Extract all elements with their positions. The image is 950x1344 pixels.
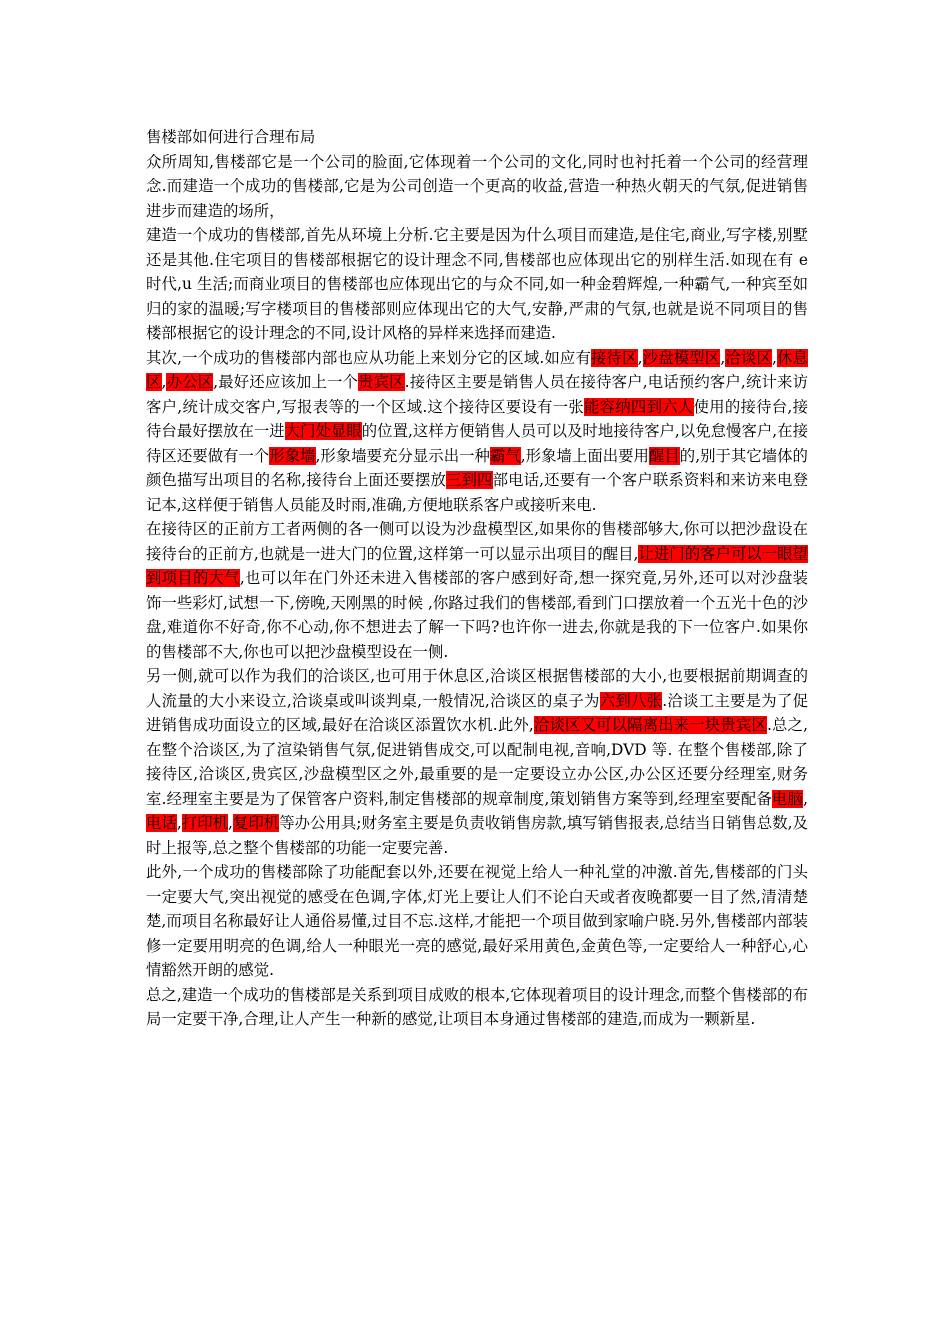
text-run: , bbox=[228, 814, 233, 832]
paragraph bbox=[146, 517, 808, 664]
paragraph bbox=[146, 346, 808, 518]
text-run: 部电话,还要有一个客户联系资料和来访来电登记本,这样便于销售人员能及时雨,准确,方便地联系客户或接听来电. bbox=[146, 471, 808, 514]
text-run: ,最好还应该加上一个 bbox=[213, 373, 359, 391]
highlighted-text: 能容纳四到六人 bbox=[583, 397, 694, 416]
paragraph bbox=[146, 150, 808, 224]
paragraph bbox=[146, 664, 808, 860]
paragraph bbox=[146, 860, 808, 983]
highlighted-text: 醒目 bbox=[648, 446, 680, 465]
paragraph bbox=[146, 223, 808, 346]
document-body bbox=[146, 125, 808, 1032]
text-run: , bbox=[720, 348, 726, 367]
text-run: 此外,一个成功的售楼部除了功能配套以外,还要在视觉上给人一种礼堂的冲激.首先,售楼部的门头一定要大气,突出视觉的感受在色调,字体,灯光上要让人们不论白天或者夜晚都要一目了然,清清楚楚,而项目名称最好让人通俗易懂,过目不忘.这样,才能把一个项目做到家喻户晓.另外,售楼部内部装修一定要用明亮的色调,给人一种眼光一亮的感觉,最好采用黄色,金黄色等,一定要给人一种舒心,心情豁然开朗的感觉. bbox=[146, 863, 808, 979]
highlighted-text: 形象墙 bbox=[269, 446, 316, 465]
text-run: .洽谈工主要是为了促进销售成功面设立的区域,最好在洽谈区添置饮水机.此外, bbox=[146, 691, 808, 734]
text-run: , bbox=[637, 348, 643, 367]
text-run: 使用的接待台,接待台最好摆放在一进 bbox=[146, 397, 808, 440]
text-run: 众所周知,售楼部它是一个公司的脸面,它体现着一个公司的文化,同时也衬托着一个公司的经营理念.而建造一个成功的售楼部,它是为公司创造一个更高的收益,营造一种热火朝天的气氛,促进销售进步而建造的场所， bbox=[146, 152, 808, 220]
text-run: 总之,建造一个成功的售楼部是关系到项目成败的根本,它体现着项目的设计理念,而整个售楼部的布局一定要干净,合理,让人产生一种新的感觉,让项目本身通过售楼部的建造,而成为一颗新星. bbox=[146, 985, 808, 1028]
highlighted-text: 六到八张 bbox=[599, 691, 663, 710]
text-run: 的位置,这样方便销售人员可以及时地接待客户,以免怠慢客户,在接待区还要做有一个 bbox=[146, 422, 808, 465]
highlighted-text: 接待区 bbox=[591, 348, 638, 367]
text-run: ,形象墙要充分显示出一种 bbox=[315, 446, 490, 465]
text-run: ,也可以年在门外还未进入售楼部的客户感到好奇,想一探究竟,另外,还可以对沙盘装饰一些彩灯,试想一下,傍晚,天刚黑的时候 ,你路过我们的售楼部,看到门口摆放着一个五光十色的沙盘,难道你不好奇,你不心动,你不想进去了解一下吗?也许你一进去,你就是我的下一位客户.如果你的售楼部不大,你也可以把沙盘模型设在一侧. bbox=[146, 569, 808, 661]
text-run: .接待区主要是销售人员在接待客户,电话预约客户,统计来访客户,统计成交客户,写报表等的一个区域.这个接待区要设有一张 bbox=[146, 373, 808, 416]
paragraph bbox=[146, 983, 808, 1032]
highlighted-text: 电脑 bbox=[772, 789, 804, 808]
highlighted-text: 大门处显眼 bbox=[284, 422, 362, 440]
text-run: ,形象墙上面出要用 bbox=[520, 446, 649, 465]
text-run: , bbox=[161, 373, 167, 391]
text-run: 建造一个成功的售楼部,首先从环境上分析.它主要是因为什么项目而建造,是住宅,商业,写字楼,别墅还是其他.住宅项目的售楼部根据它的设计理念不同,售楼部也应体现出它的别样生活.如现在有 e 时代,u 生活;而商业项目的售楼部也应体现出它的与众不同,如一种金碧辉煌,一种霸气,一种宾至如归的家的温暖;写字楼项目的售楼部则应体现出它的大气,安静,严肃的气氛,也就是说不同项目的售楼部根据它的设计理念的不同,设计风格的异样来选择而建造. bbox=[146, 226, 808, 342]
text-run: 其次,一个成功的售楼部内部也应从功能上来划分它的区域.如应有 bbox=[146, 348, 591, 367]
text-run: 另一侧,就可以作为我们的洽谈区,也可用于休息区,洽谈区根据售楼部的大小,也要根据前期调查的人流量的大小来设立,洽谈桌或叫谈判桌,一般情况,洽谈区的桌子为 bbox=[146, 667, 808, 710]
text-run: , bbox=[176, 814, 182, 832]
highlighted-text: 办公区 bbox=[166, 373, 214, 391]
highlighted-text: 霸气 bbox=[489, 446, 521, 465]
highlighted-text: 复印机 bbox=[232, 814, 280, 832]
highlighted-text: 三到四 bbox=[446, 471, 493, 489]
text-run: 的,别于其它墙体的颜色描写出项目的名称,接待台上面还要摆放 bbox=[146, 446, 808, 489]
highlighted-text: 电话 bbox=[146, 814, 177, 832]
highlighted-text: 让进门的客户可以一眼望到项目的大气 bbox=[146, 544, 808, 587]
highlighted-text: 贵宾区 bbox=[358, 373, 405, 391]
highlighted-text: 休息区 bbox=[146, 348, 808, 391]
paragraph-list bbox=[146, 150, 808, 1032]
text-run: , bbox=[771, 348, 777, 367]
text-run: 等办公用具;财务室主要是负责收销售房款,填写销售报表,总结当日销售总数,及时上报等,总之整个售楼部的功能一定要完善. bbox=[146, 814, 808, 857]
highlighted-text: 洽谈区又可以隔离出来一块贵宾区 bbox=[533, 716, 767, 734]
highlighted-text: 打印机 bbox=[181, 814, 229, 832]
text-run: 在接待区的正前方工者两侧的各一侧可以设为沙盘模型区,如果你的售楼部够大,你可以把沙盘设在接待台的正前方,也就是一进大门的位置,这样第一可以显示出项目的醒目, bbox=[146, 520, 808, 563]
highlighted-text: 洽谈区 bbox=[725, 348, 772, 367]
document-title: 售楼部如何进行合理布局 bbox=[146, 128, 316, 146]
highlighted-text: 沙盘模型区 bbox=[642, 348, 721, 367]
text-run: , bbox=[803, 789, 808, 808]
text-run: .总之,在整个洽谈区,为了渲染销售气氛,促进销售成交,可以配制电视,音响,DVD 等. 在整个售楼部,除了接待区,洽谈区,贵宾区,沙盘模型区之外,最重要的是一定要设立办公区,办公区还要分经理室,财务室.经理室主要是为了保管客户资料,制定售楼部的规章制度,策划销售方案等到,经理室要配备 bbox=[146, 716, 808, 808]
